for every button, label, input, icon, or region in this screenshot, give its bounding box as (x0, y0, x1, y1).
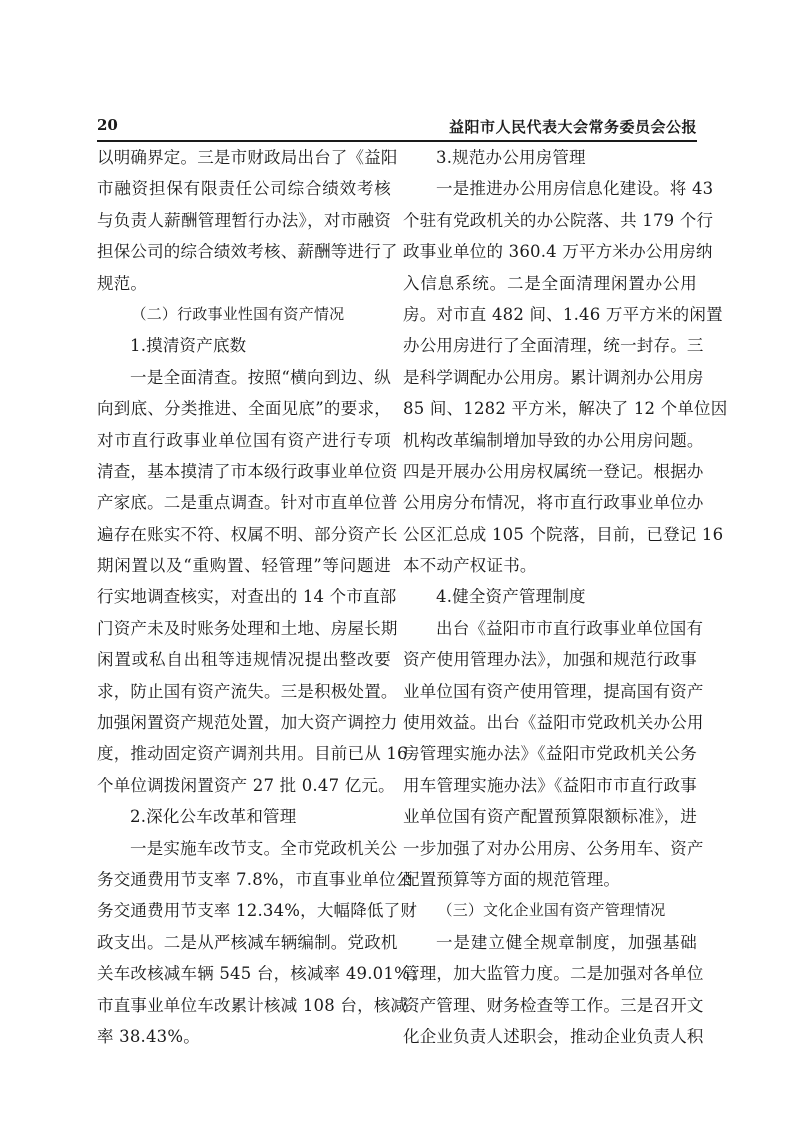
journal-title: 益阳市人民代表大会常务委员会公报 (448, 118, 697, 136)
text-line: 一步加强了对办公用房、公务用车、资产 (403, 838, 704, 858)
text-line: 化企业负责人述职会，推动企业负责人积 (403, 1026, 704, 1046)
text-line: 求，防止国有资产流失。三是积极处置。 (97, 681, 398, 701)
text-line: 对市直行政事业单位国有资产进行专项 (97, 430, 391, 450)
text-line: 一是建立健全规章制度，加强基础 (436, 932, 697, 952)
text-line: 公用房分布情况，将市直行政事业单位办 (403, 493, 704, 513)
text-line: 房管理实施办法》《益阳市党政机关公务 (403, 744, 697, 764)
page-header (97, 110, 697, 138)
text-line: 产家底。二是重点调查。针对市直单位普 (97, 493, 398, 513)
text-line: 率 38.43%。 (97, 1026, 200, 1046)
text-line: 个单位调拨闲置资产 27 批 0.47 亿元。 (97, 775, 395, 795)
text-line: 一是推进办公用房信息化建设。将 43 (436, 179, 714, 199)
text-line: 务交通费用节支率 12.34%，大幅降低了财 (97, 901, 418, 921)
text-line: 务交通费用节支率 7.8%，市直事业单位公 (97, 869, 413, 889)
text-line: 个驻有党政机关的办公院落、共 179 个行 (403, 210, 714, 230)
text-line: 一是实施车改节支。全市党政机关公 (130, 838, 398, 858)
text-line: 担保公司的综合绩效考核、薪酬等进行了 (97, 242, 398, 262)
text-line: 市融资担保有限责任公司综合绩效考核 (97, 179, 391, 199)
subsection-heading: 4.健全资产管理制度 (436, 587, 586, 607)
text-line: 资产管理、财务检查等工作。三是召开文 (403, 995, 704, 1015)
text-line: 机构改革编制增加导致的办公用房问题。 (403, 430, 704, 450)
text-line: 一是全面清查。按照“横向到边、纵 (130, 367, 391, 387)
text-line: 公区汇总成 105 个院落，目前，已登记 16 (403, 524, 724, 544)
text-line: 关车改核减车辆 545 台，核减率 49.01%； (97, 964, 427, 984)
text-line: 市直事业单位车改累计核减 108 台，核减 (97, 995, 408, 1015)
text-line: 政事业单位的 360.4 万平方米办公用房纳 (403, 242, 713, 262)
text-line: 业单位国有资产配置预算限额标准》，进 (403, 807, 697, 827)
text-line: 清查，基本摸清了市本级行政事业单位资 (97, 461, 398, 481)
text-line: 用车管理实施办法》《益阳市市直行政事 (403, 775, 697, 795)
text-line: 门资产未及时账务处理和土地、房屋长期 (97, 618, 398, 638)
subsection-heading: 3.规范办公用房管理 (436, 148, 586, 167)
section-heading: （二）行政事业性国有资产情况 (131, 304, 345, 323)
text-line: 出台《益阳市市直行政事业单位国有 (436, 618, 704, 638)
text-line: 以明确界定。三是市财政局出台了《益阳 (97, 148, 398, 167)
text-line: 85 间、1282 平方米，解决了 12 个单位因 (403, 399, 728, 419)
text-line: 闲置或私自出租等违规情况提出整改要 (97, 650, 391, 670)
text-line: 办公用房进行了全面清理，统一封存。三 (403, 336, 704, 356)
text-line: 政支出。二是从严核减车辆编制。党政机 (97, 932, 398, 952)
text-line: 入信息系统。二是全面清理闲置办公用 (403, 273, 697, 293)
right-text-column (403, 142, 728, 1052)
text-line: 业单位国有资产使用管理，提高国有资产 (403, 681, 704, 701)
text-line: 管理，加大监管力度。二是加强对各单位 (403, 964, 704, 984)
text-line: 房。对市直 482 间、1.46 万平方米的闲置 (403, 304, 723, 324)
left-text-column (97, 142, 427, 1052)
page-number: 20 (97, 116, 118, 134)
text-line: 遍存在账实不符、权属不明、部分资产长 (97, 524, 398, 544)
text-line: 向到底、分类推进、全面见底”的要求， (97, 399, 391, 419)
text-line: 本不动产权证书。 (403, 556, 537, 576)
section-heading: （三）文化企业国有资产管理情况 (437, 901, 666, 920)
subsection-heading: 2.深化公车改革和管理 (130, 807, 297, 827)
text-line: 使用效益。出台《益阳市党政机关办公用 (403, 713, 704, 733)
text-line: 度，推动固定资产调剂共用。目前已从 16 (97, 744, 408, 764)
text-line: 与负责人薪酬管理暂行办法》，对市融资 (97, 210, 391, 230)
text-line: 资产使用管理办法》，加强和规范行政事 (403, 650, 697, 670)
text-line: 配置预算等方面的规范管理。 (403, 869, 621, 889)
text-line: 期闲置以及“重购置、轻管理”等问题进 (97, 556, 391, 576)
text-line: 规范。 (97, 273, 148, 293)
text-line: 是科学调配办公用房。累计调剂办公用房 (403, 367, 704, 387)
subsection-heading: 1.摸清资产底数 (130, 336, 247, 356)
text-line: 行实地调查核实，对查出的 14 个市直部 (97, 587, 397, 607)
text-line: 四是开展办公用房权属统一登记。根据办 (403, 461, 704, 481)
text-line: 加强闲置资产规范处置，加大资产调控力 (97, 713, 398, 733)
